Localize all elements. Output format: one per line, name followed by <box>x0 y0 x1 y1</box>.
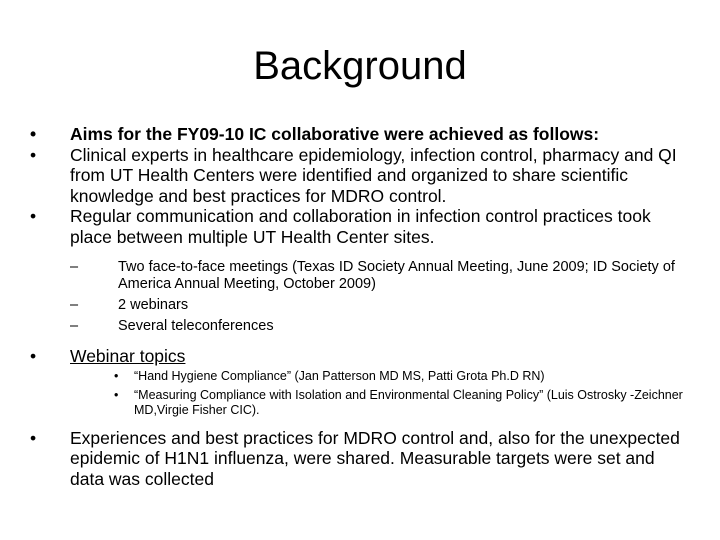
webinar-topic-text: “Hand Hygiene Compliance” (Jan Patterson MD MS, Patti Grota Ph.D RN) <box>134 368 545 383</box>
bullet-item <box>30 124 690 145</box>
bullet-item <box>30 428 690 490</box>
dash-icon: – <box>70 297 79 313</box>
webinar-topic-item <box>30 369 690 384</box>
dash-icon: – <box>70 318 79 334</box>
bullet-icon: • <box>30 346 37 366</box>
bullet-text: Clinical experts in healthcare epidemiology, infection control, pharmacy and QI from UT Health Centers were identified and organized to share scientific knowledge and best practices for MDRO control. <box>70 144 677 206</box>
sub-bullet-text: Two face-to-face meetings (Texas ID Society Annual Meeting, June 2009; ID Society of America Annual Meeting, October 2009) <box>118 259 675 292</box>
bullet-text: Regular communication and collaboration in infection control practices took place between multiple UT Health Center sites. <box>70 206 651 247</box>
bullet-item <box>30 346 690 367</box>
bullet-icon: • <box>30 144 37 165</box>
bullet-text: Aims for the FY09-10 IC collaborative were achieved as follows: <box>70 124 600 144</box>
dash-icon: – <box>70 259 79 275</box>
bullet-item <box>30 206 690 247</box>
bullet-icon: • <box>114 387 119 402</box>
bullet-icon: • <box>30 124 37 144</box>
bullet-icon: • <box>30 206 37 226</box>
webinar-topic-item <box>30 388 690 418</box>
bullet-text: Experiences and best practices for MDRO control and, also for the unexpected epidemic of H1N1 influenza, were shared. Measurable targets were set and data was collected <box>70 427 680 489</box>
webinar-topics-heading: Webinar topics <box>70 346 186 366</box>
slide-content <box>30 124 690 489</box>
sub-bullet-item <box>30 259 690 293</box>
sub-bullet-item <box>30 297 690 314</box>
bullet-icon: • <box>30 427 37 448</box>
bullet-icon: • <box>114 368 119 383</box>
webinar-topic-text: “Measuring Compliance with Isolation and Environmental Cleaning Policy” (Luis Ostrosky -Zeichner MD,Virgie Fisher CIC). <box>134 387 683 417</box>
sub-bullet-text: Several teleconferences <box>118 318 274 334</box>
slide-title: Background <box>253 44 467 88</box>
sub-bullet-item <box>30 318 690 335</box>
bullet-item <box>30 145 690 207</box>
sub-bullet-text: 2 webinars <box>118 297 189 313</box>
